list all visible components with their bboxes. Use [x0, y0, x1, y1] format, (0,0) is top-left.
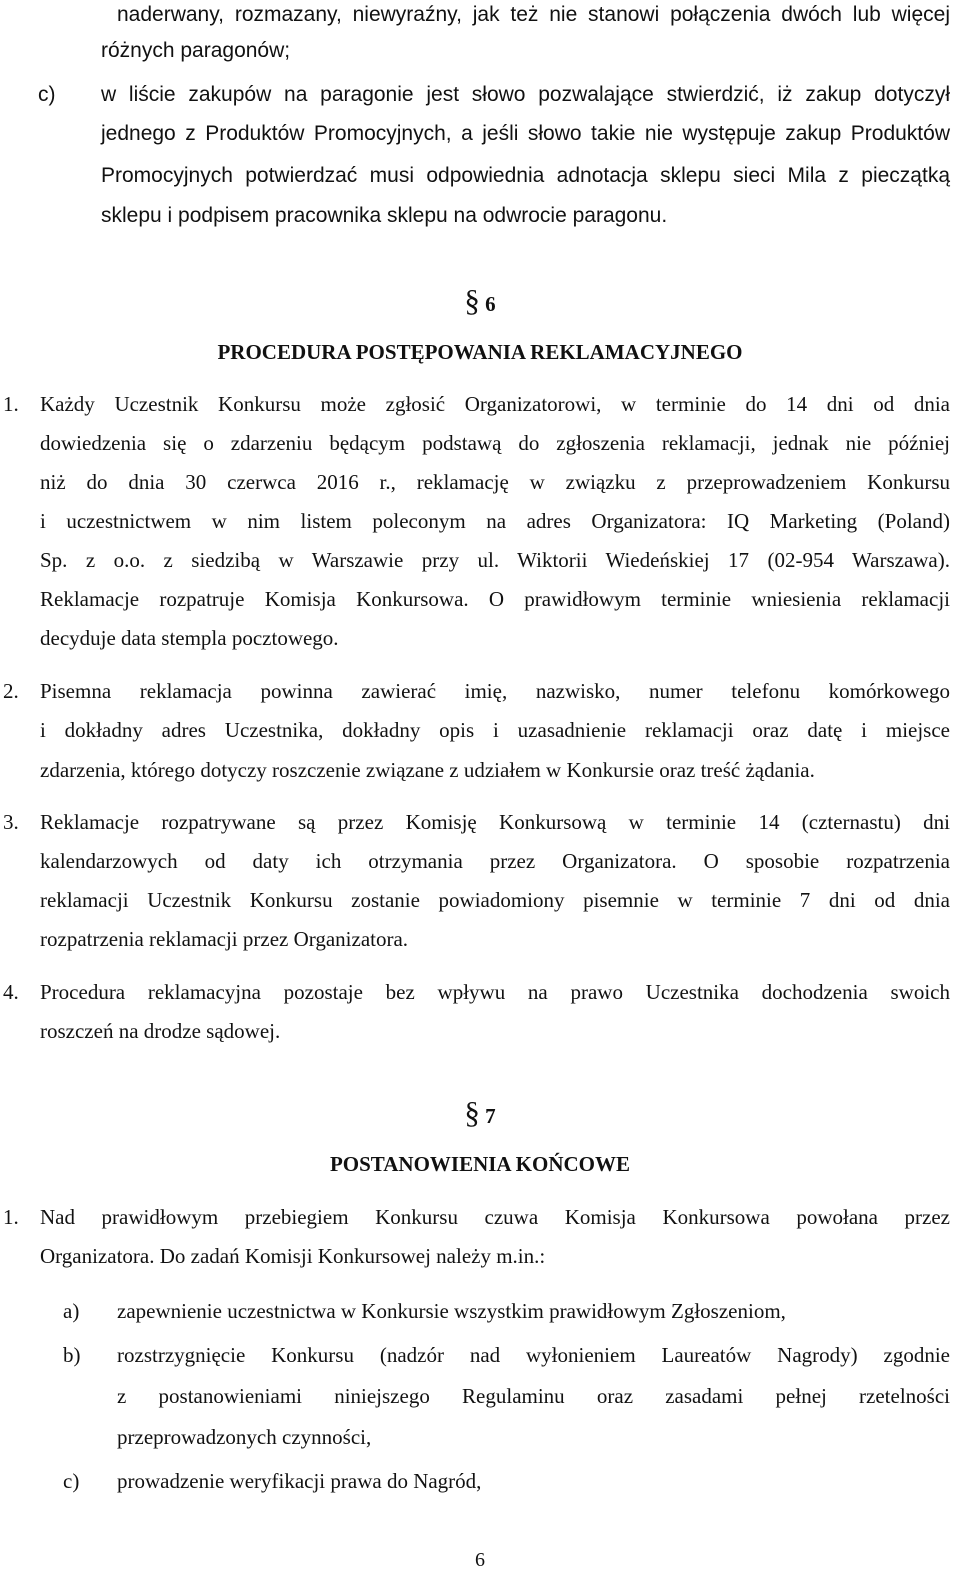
s7-subitem-b-marker: b): [63, 1343, 81, 1367]
s6-item-3-line: Reklamacje rozpatrywane są przez Komisję Konkursową w terminie 14 (czternastu) dni: [40, 810, 950, 834]
item-c-line-2: jednego z Produktów Promocyjnych, a jeśli słowo takie nie występuje zakup Produktów: [101, 122, 950, 145]
section-6-title: PROCEDURA POSTĘPOWANIA REKLAMACYJNEGO: [217, 340, 743, 364]
s6-item-3-line: reklamacji Uczestnik Konkursu zostanie powiadomiony pisemnie w terminie 7 dni od dnia: [40, 888, 950, 912]
s6-item-1-line: decyduje data stempla pocztowego.: [40, 626, 339, 650]
section-number: 7: [485, 1104, 496, 1128]
s7-subitem-c-marker: c): [63, 1469, 80, 1493]
section-7-title: POSTANOWIENIA KOŃCOWE: [329, 1152, 631, 1176]
s6-item-1-line: niż do dnia 30 czerwca 2016 r., reklamację w związku z przeprowadzeniem Konkursu: [40, 470, 950, 494]
s6-item-4-line: Procedura reklamacyjna pozostaje bez wpływu na prawo Uczestnika dochodzenia swoich: [40, 980, 950, 1004]
s6-item-4-number: 4.: [3, 980, 19, 1004]
s6-item-2-line: Pisemna reklamacja powinna zawierać imię, nazwisko, numer telefonu komórkowego: [40, 679, 950, 703]
s6-item-1-number: 1.: [3, 392, 19, 416]
s6-item-1-line: Reklamacje rozpatruje Komisja Konkursowa. O prawidłowym terminie wniesienia reklamacji: [40, 587, 950, 611]
s6-item-1-line: dowiedzenia się o zdarzeniu będącym podstawą do zgłoszenia reklamacji, jednak nie później: [40, 431, 950, 455]
s7-subitem-a-line: zapewnienie uczestnictwa w Konkursie wszystkim prawidłowym Zgłoszeniom,: [117, 1299, 786, 1323]
s6-item-4-line: roszczeń na drodze sądowej.: [40, 1019, 281, 1043]
s6-item-1-line: Każdy Uczestnik Konkursu może zgłosić Organizatorowi, w terminie do 14 dni od dnia: [40, 392, 950, 416]
top-line-1: naderwany, rozmazany, niewyraźny, jak też nie stanowi połączenia dwóch lub więcej: [117, 3, 950, 26]
top-line-2: różnych paragonów;: [101, 39, 291, 62]
s7-subitem-b-line: z postanowieniami niniejszego Regulaminu oraz zasadami pełnej rzetelności: [117, 1384, 950, 1408]
section-number: 6: [485, 292, 496, 316]
s6-item-2-line: zdarzenia, którego dotyczy roszczenie związane z udziałem w Konkursie oraz treść żądania.: [40, 758, 815, 782]
item-c-line-3: Promocyjnych potwierdzać musi odpowiednia adnotacja sklepu sieci Mila z pieczątką: [101, 164, 950, 187]
s6-item-1-line: i uczestnictwem w nim listem poleconym na adres Organizatora: IQ Marketing (Poland): [40, 509, 950, 533]
s7-subitem-b-line: przeprowadzonych czynności,: [117, 1425, 372, 1449]
section-7-heading: [0, 1096, 960, 1133]
s6-item-3-line: kalendarzowych od daty ich otrzymania przez Organizatora. O sposobie rozpatrzenia: [40, 849, 950, 873]
s7-subitem-a-marker: a): [63, 1299, 80, 1323]
s7-subitem-c-line: prowadzenie weryfikacji prawa do Nagród,: [117, 1469, 482, 1493]
section-sign: §: [464, 1095, 480, 1130]
s7-subitem-b-line: rozstrzygnięcie Konkursu (nadzór nad wyłonieniem Laureatów Nagrody) zgodnie: [117, 1343, 950, 1367]
s6-item-3-line: rozpatrzenia reklamacji przez Organizatora.: [40, 927, 409, 951]
item-c-marker: c): [38, 83, 56, 106]
s7-item-1-line: Organizatora. Do zadań Komisji Konkursowej należy m.in.:: [40, 1244, 546, 1268]
s6-item-1-line: Sp. z o.o. z siedzibą w Warszawie przy ul. Wiktorii Wiedeńskiej 17 (02-954 Warszawa).: [40, 548, 950, 572]
item-c-line-4: sklepu i podpisem pracownika sklepu na odwrocie paragonu.: [101, 204, 668, 227]
item-c-line-1: w liście zakupów na paragonie jest słowo pozwalające stwierdzić, iż zakup dotyczył: [101, 83, 950, 106]
s6-item-3-number: 3.: [3, 810, 19, 834]
s7-item-1-line: Nad prawidłowym przebiegiem Konkursu czuwa Komisja Konkursowa powołana przez: [40, 1205, 950, 1229]
page-number: 6: [475, 1549, 485, 1571]
section-sign: §: [464, 283, 480, 318]
s6-item-2-number: 2.: [3, 679, 19, 703]
section-6-heading: [0, 284, 960, 321]
s6-item-2-line: i dokładny adres Uczestnika, dokładny opis i uzasadnienie reklamacji oraz datę i miejsce: [40, 718, 950, 742]
s7-item-1-number: 1.: [3, 1205, 19, 1229]
